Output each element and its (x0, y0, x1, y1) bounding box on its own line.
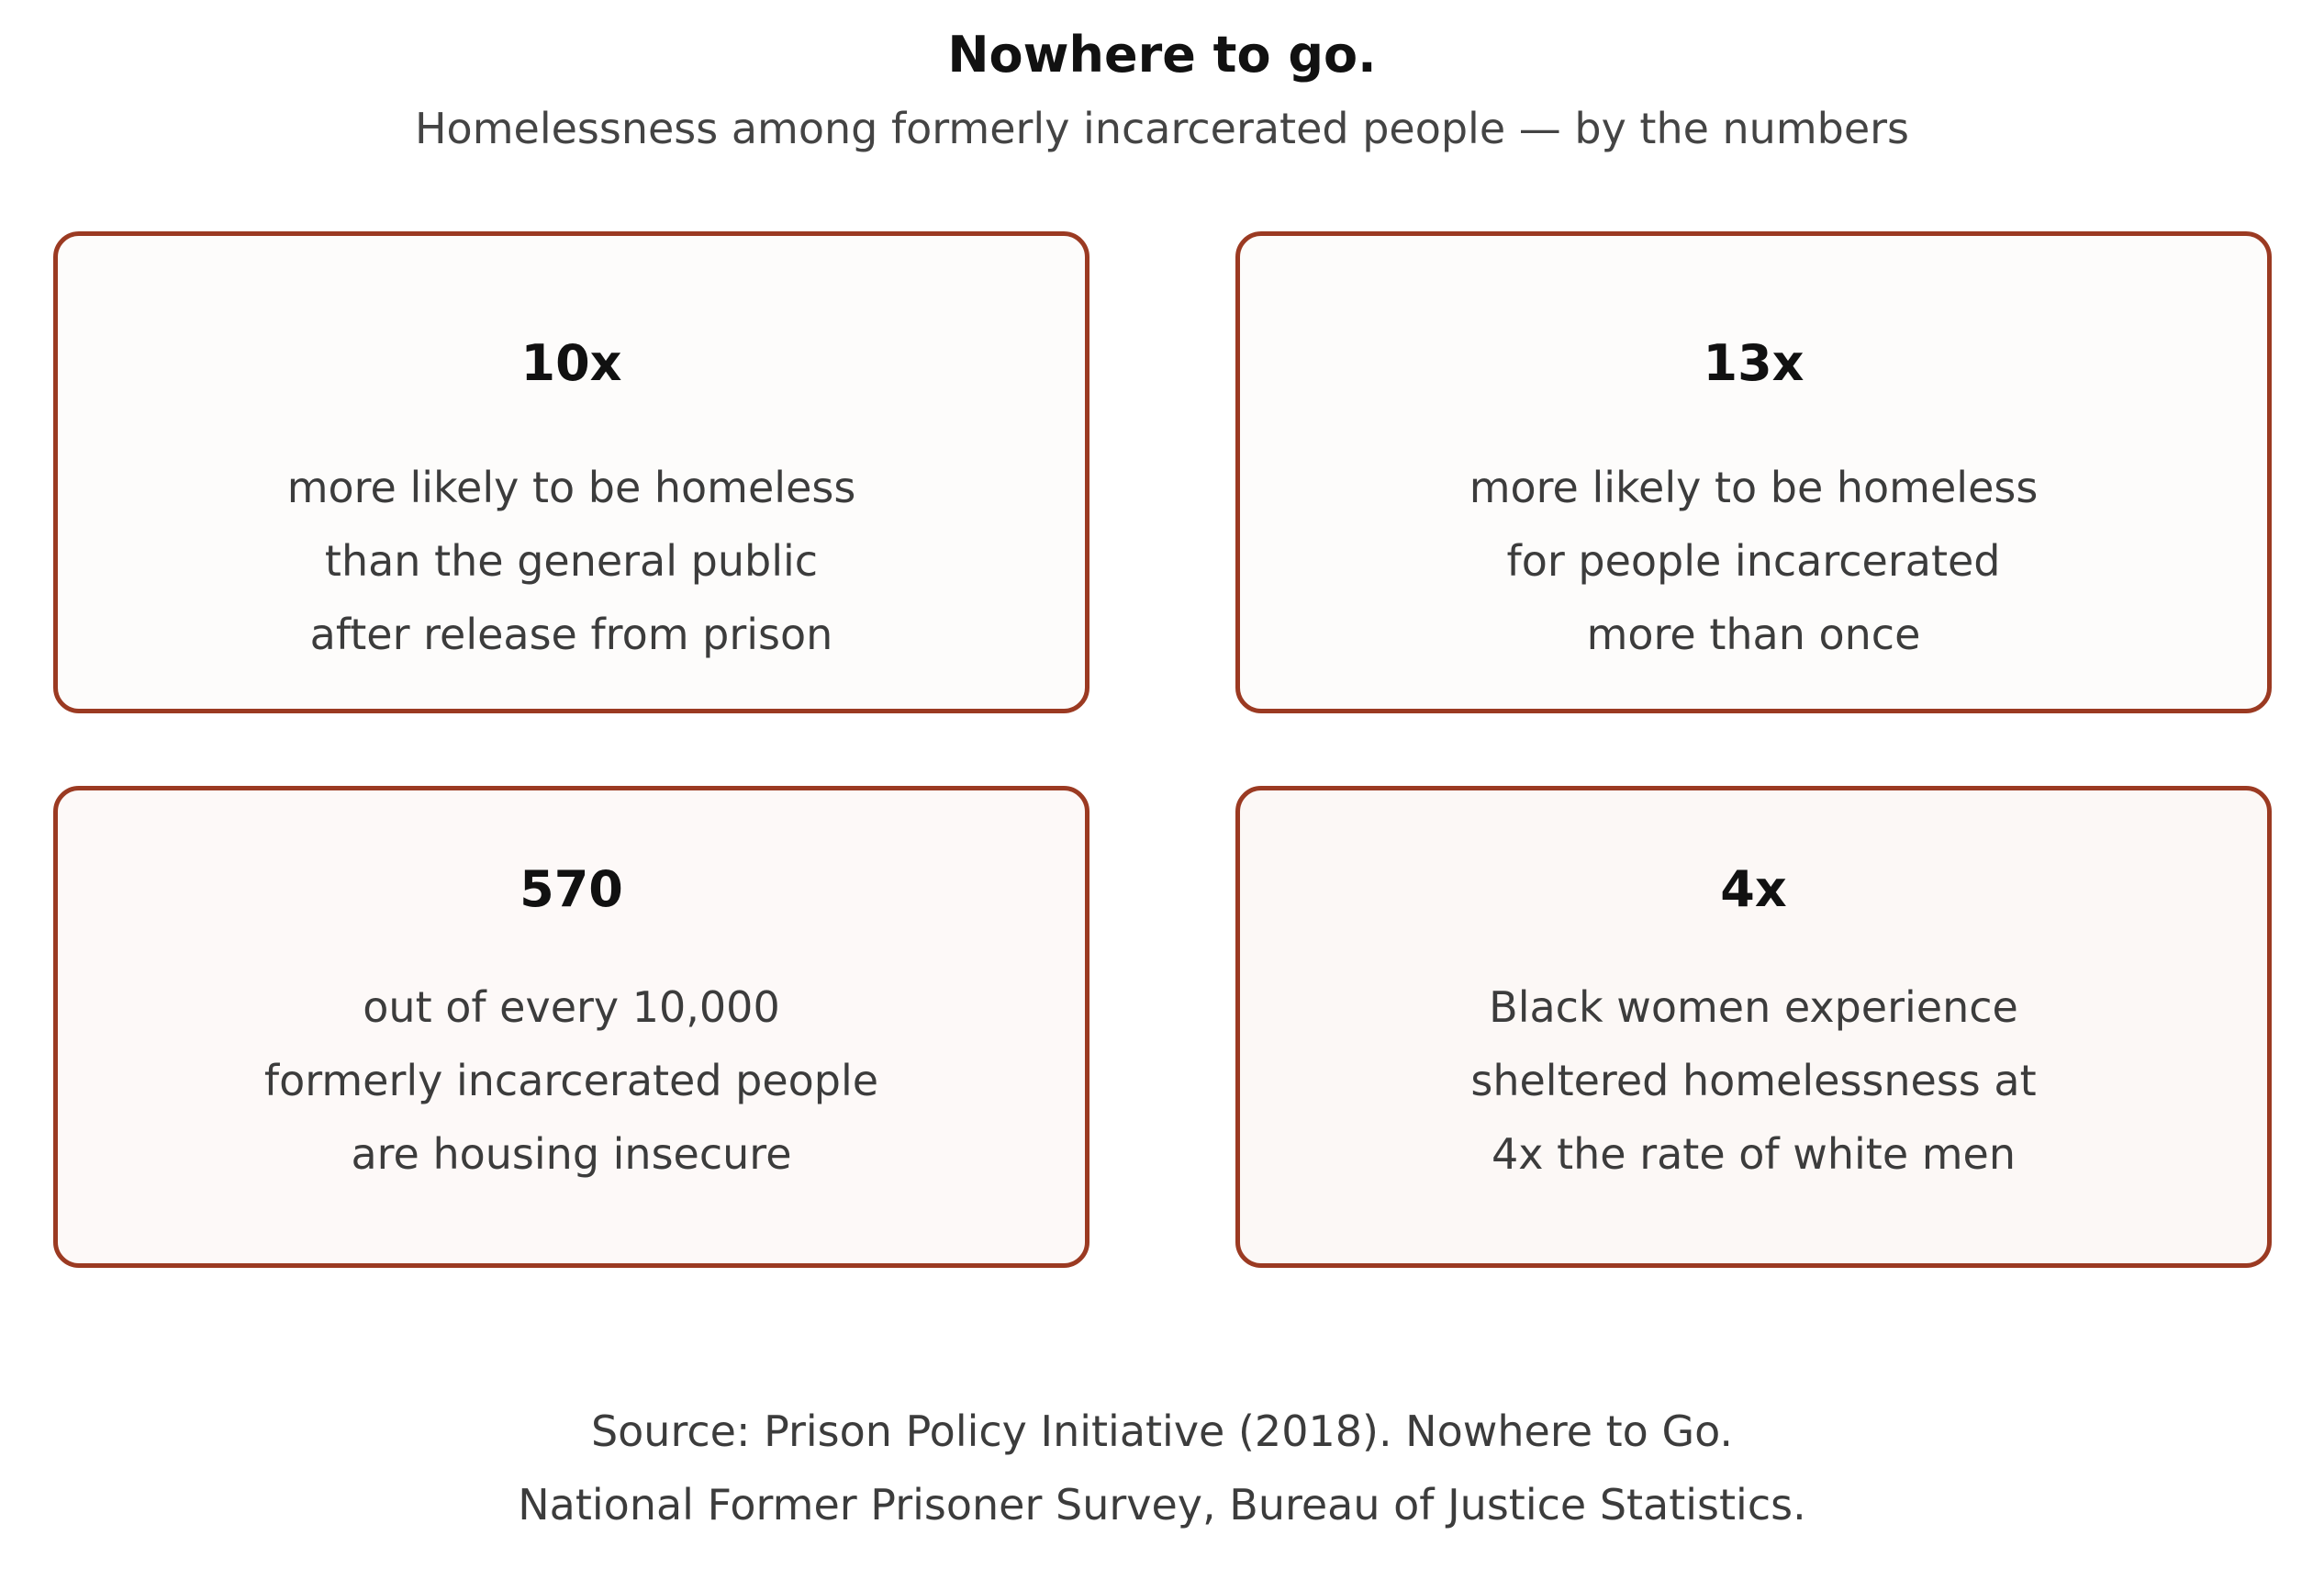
page-title: Nowhere to go. (947, 26, 1377, 84)
stat-description (58, 451, 1085, 671)
stat-card (53, 786, 1089, 1268)
stat-card (1235, 786, 2272, 1268)
stat-description-line: more likely to be homeless (286, 463, 856, 512)
stat-description (58, 970, 1085, 1191)
stat-description-line: more than once (1586, 610, 1921, 659)
stat-card (53, 231, 1089, 713)
stat-value: 570 (520, 860, 623, 918)
source-line: National Former Prisoner Survey, Bureau of Justice Statistics. (518, 1480, 1806, 1530)
stat-description-line: than the general public (324, 536, 819, 586)
stat-value: 4x (1720, 860, 1787, 918)
stat-value: 13x (1703, 334, 1804, 392)
stat-value: 10x (520, 334, 622, 392)
page-subtitle: Homelessness among formerly incarcerated people — by the numbers (414, 104, 1910, 153)
stat-description-line: for people incarcerated (1506, 536, 2001, 586)
stat-card (1235, 231, 2272, 713)
stat-description-line: 4x the rate of white men (1491, 1129, 2017, 1179)
stat-description-line: out of every 10,000 (363, 982, 780, 1032)
stat-description-line: formerly incarcerated people (263, 1056, 879, 1105)
stat-description-line: are housing insecure (351, 1129, 792, 1179)
stat-description-line: after release from prison (309, 610, 833, 659)
source-line: Source: Prison Policy Initiative (2018). Nowhere to Go. (590, 1406, 1734, 1456)
stat-description-line: more likely to be homeless (1469, 463, 2039, 512)
stat-description-line: sheltered homelessness at (1470, 1056, 2037, 1105)
source-note (0, 1395, 2324, 1541)
stat-description (1240, 451, 2267, 671)
stat-description-line: Black women experience (1489, 982, 2018, 1032)
stat-description (1240, 970, 2267, 1191)
